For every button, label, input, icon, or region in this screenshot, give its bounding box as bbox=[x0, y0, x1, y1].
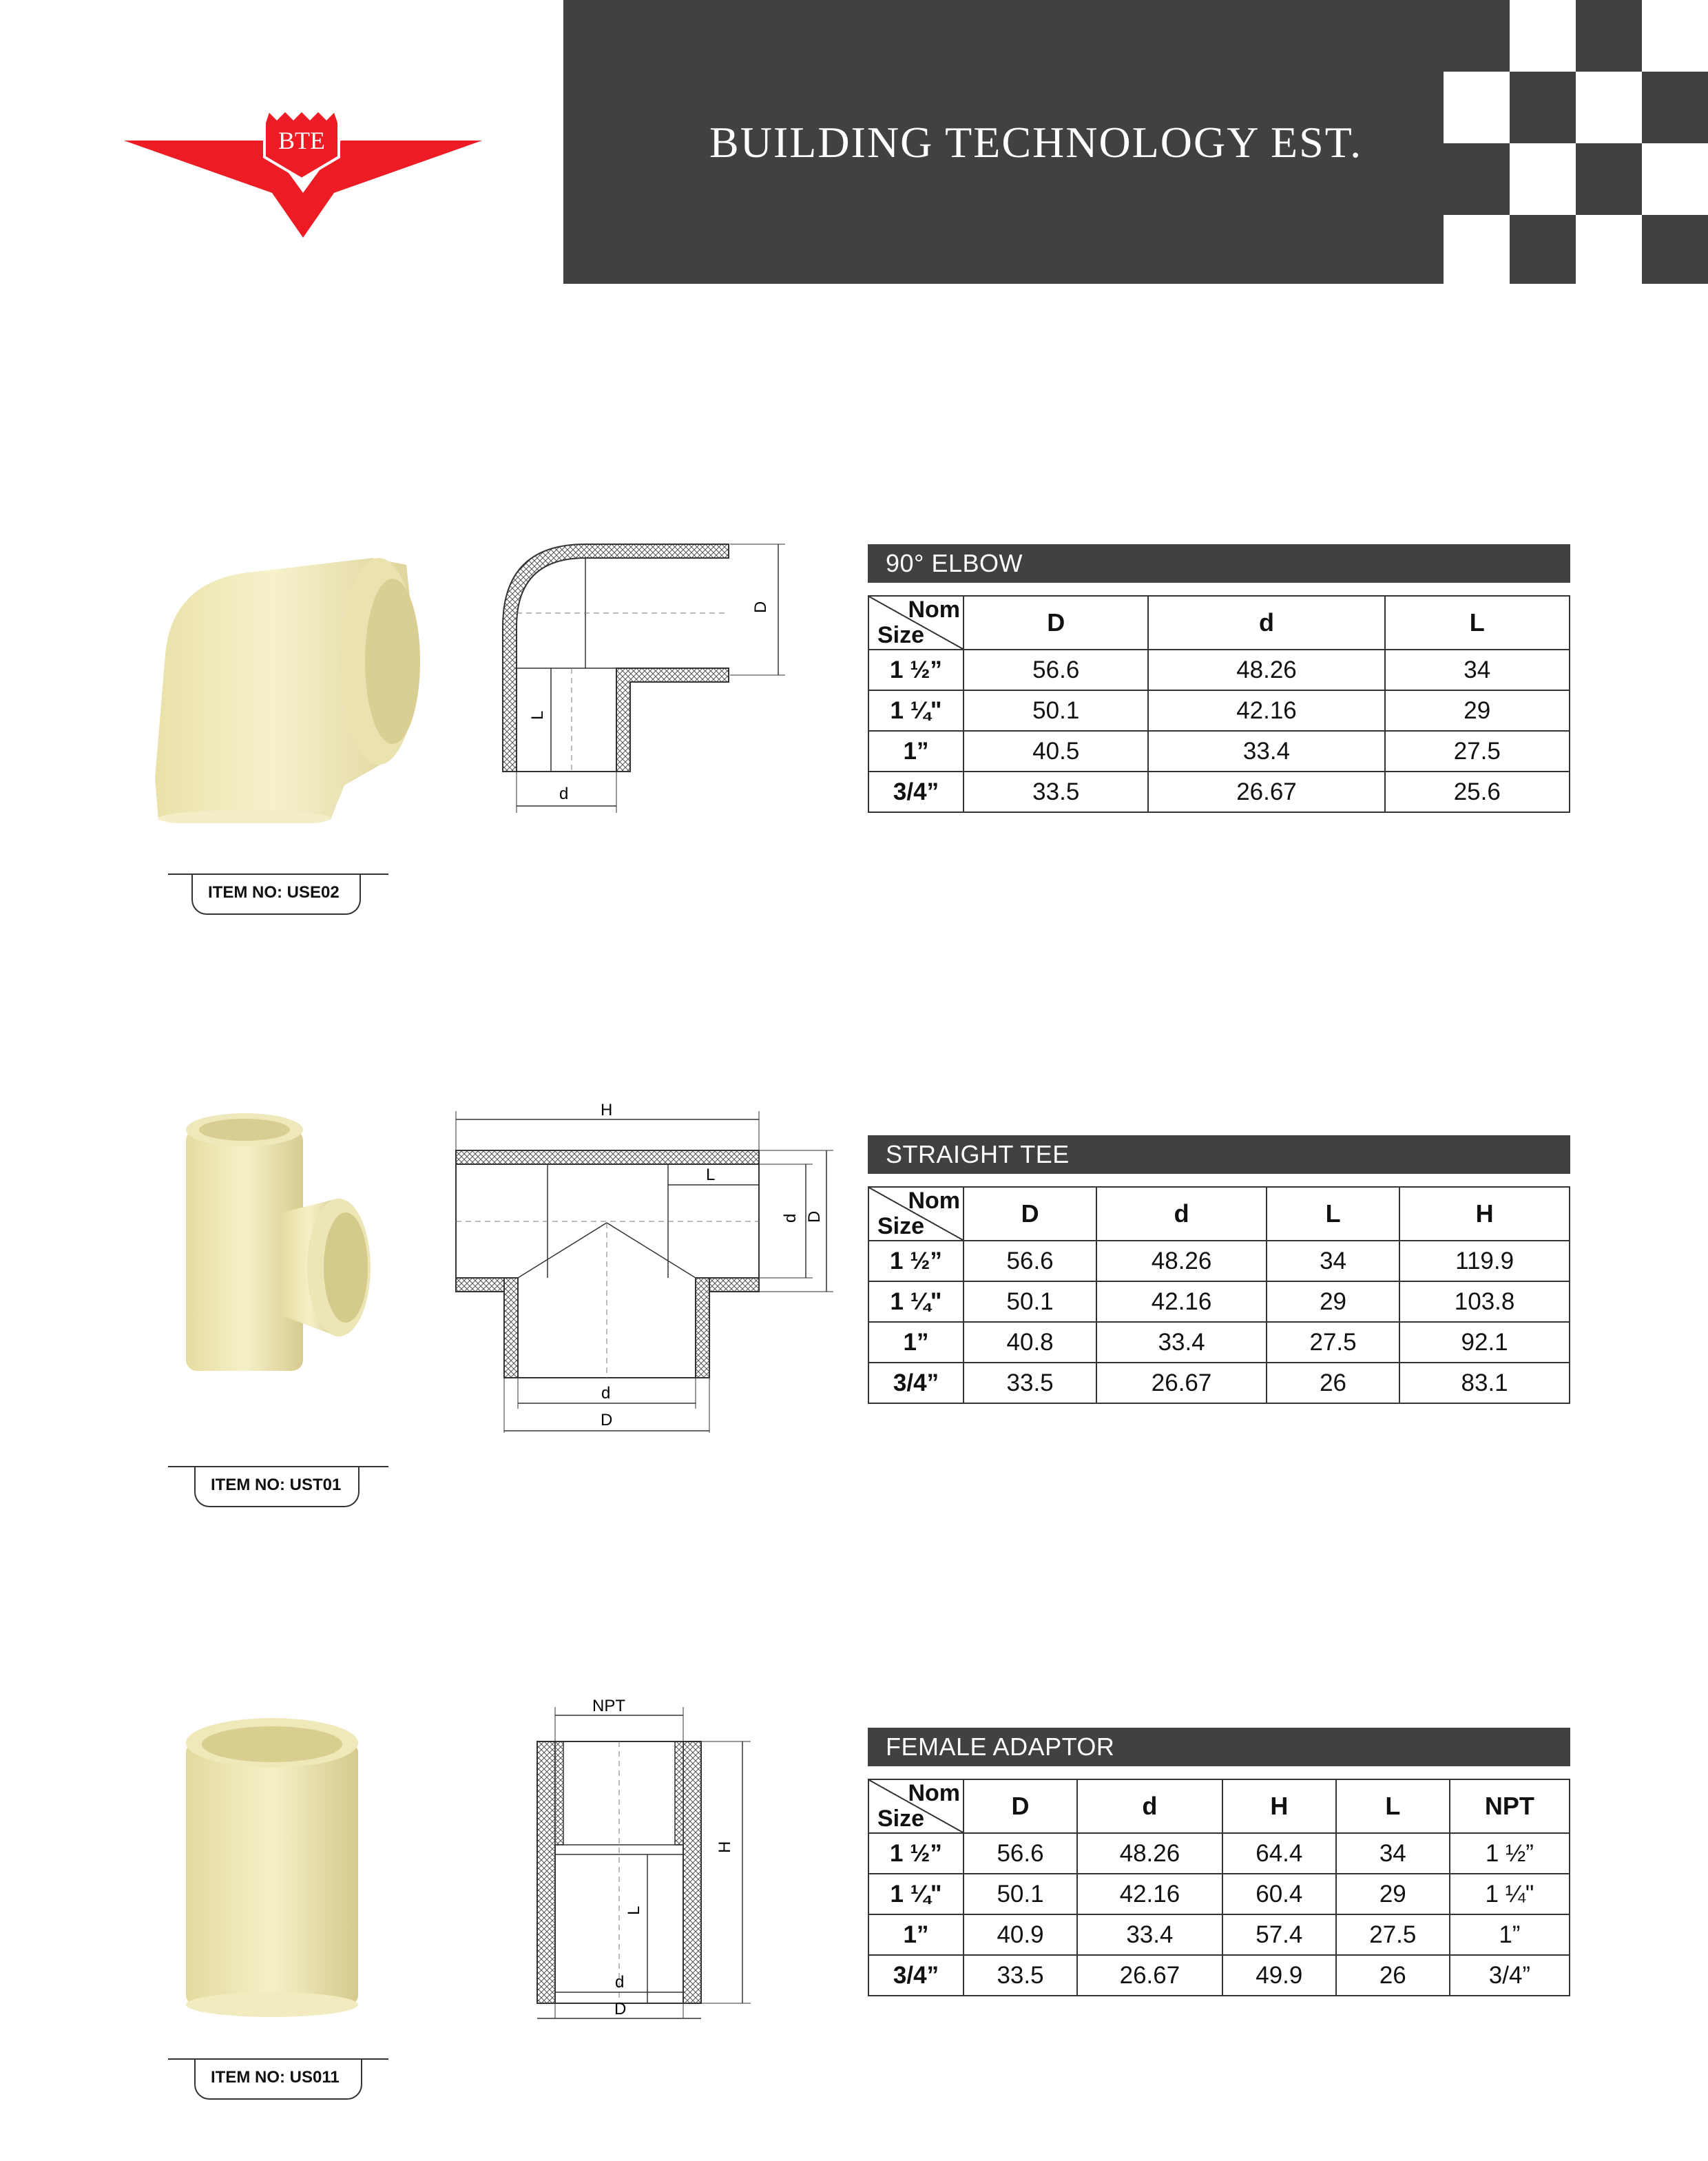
table-cell: 33.5 bbox=[964, 1955, 1077, 1996]
table-row bbox=[868, 1833, 1570, 1874]
table-row bbox=[868, 1955, 1570, 1996]
table-row bbox=[868, 731, 1570, 772]
female-adaptor-spec-table bbox=[868, 1779, 1570, 1996]
size-cell: 1 ¼" bbox=[868, 1874, 964, 1914]
tee-table-title: STRAIGHT TEE bbox=[868, 1135, 1570, 1174]
table-cell: 33.5 bbox=[964, 772, 1148, 812]
table-cell: 3/4” bbox=[1450, 1955, 1570, 1996]
table-cell: 50.1 bbox=[964, 690, 1148, 731]
female-adaptor-photo bbox=[179, 1715, 365, 2018]
table-cell: 34 bbox=[1267, 1241, 1399, 1281]
size-cell: 1” bbox=[868, 731, 964, 772]
table-cell: 49.9 bbox=[1222, 1955, 1336, 1996]
table-cell: 1” bbox=[1450, 1914, 1570, 1955]
table-cell: 26 bbox=[1267, 1363, 1399, 1403]
size-cell: 1 ¼" bbox=[868, 690, 964, 731]
table-header-row bbox=[868, 1187, 1570, 1241]
adaptor-dim-L: L bbox=[625, 1905, 643, 1915]
tee-dim-L: L bbox=[706, 1166, 716, 1184]
table-cell: 103.8 bbox=[1399, 1281, 1570, 1322]
table-cell: 29 bbox=[1336, 1874, 1450, 1914]
elbow-dim-D: D bbox=[751, 601, 770, 613]
table-cell: 25.6 bbox=[1385, 772, 1570, 812]
table-row bbox=[868, 1363, 1570, 1403]
table-cell: 42.16 bbox=[1096, 1281, 1267, 1322]
checkerboard-decoration bbox=[1444, 0, 1708, 284]
table-header-row bbox=[868, 596, 1570, 650]
column-header: H bbox=[1399, 1187, 1570, 1241]
adaptor-dim-NPT: NPT bbox=[592, 1697, 625, 1715]
company-name: BUILDING TECHNOLOGY EST. bbox=[709, 118, 1363, 167]
table-cell: 60.4 bbox=[1222, 1874, 1336, 1914]
table-header-row bbox=[868, 1779, 1570, 1833]
tee-dim-H: H bbox=[601, 1101, 613, 1119]
size-cell: 1 ½” bbox=[868, 1241, 964, 1281]
table-row bbox=[868, 1241, 1570, 1281]
column-header: D bbox=[964, 1187, 1096, 1241]
column-header: d bbox=[1148, 596, 1384, 650]
table-cell: 26.67 bbox=[1148, 772, 1384, 812]
size-cell: 1 ½” bbox=[868, 650, 964, 690]
tee-technical-drawing bbox=[448, 1099, 840, 1440]
column-header: D bbox=[964, 596, 1148, 650]
tee-dim-d-right: d bbox=[781, 1213, 800, 1223]
column-header: D bbox=[964, 1779, 1077, 1833]
table-row bbox=[868, 1281, 1570, 1322]
nom-size-corner: Nom Size bbox=[868, 1187, 964, 1241]
table-cell: 56.6 bbox=[964, 650, 1148, 690]
table-cell: 50.1 bbox=[964, 1281, 1096, 1322]
table-cell: 83.1 bbox=[1399, 1363, 1570, 1403]
tee-spec-table bbox=[868, 1186, 1570, 1404]
female-adaptor-table-title: FEMALE ADAPTOR bbox=[868, 1728, 1570, 1766]
column-header: d bbox=[1077, 1779, 1222, 1833]
elbow-dim-d: d bbox=[559, 785, 569, 803]
table-cell: 33.4 bbox=[1148, 731, 1384, 772]
table-cell: 48.26 bbox=[1077, 1833, 1222, 1874]
table-cell: 92.1 bbox=[1399, 1322, 1570, 1363]
table-cell: 34 bbox=[1385, 650, 1570, 690]
table-cell: 42.16 bbox=[1148, 690, 1384, 731]
table-cell: 27.5 bbox=[1267, 1322, 1399, 1363]
table-row bbox=[868, 650, 1570, 690]
column-header: NPT bbox=[1450, 1779, 1570, 1833]
table-cell: 40.9 bbox=[964, 1914, 1077, 1955]
table-cell: 34 bbox=[1336, 1833, 1450, 1874]
table-cell: 26 bbox=[1336, 1955, 1450, 1996]
logo-text: BTE bbox=[278, 127, 325, 154]
table-cell: 48.26 bbox=[1148, 650, 1384, 690]
nom-size-corner: Nom Size bbox=[868, 1779, 964, 1833]
table-row bbox=[868, 1322, 1570, 1363]
item-number-ust01: ITEM NO: UST01 bbox=[211, 1476, 342, 1494]
table-cell: 33.4 bbox=[1077, 1914, 1222, 1955]
column-header: H bbox=[1222, 1779, 1336, 1833]
table-cell: 40.8 bbox=[964, 1322, 1096, 1363]
elbow-dim-L: L bbox=[528, 710, 547, 720]
table-cell: 27.5 bbox=[1385, 731, 1570, 772]
table-cell: 29 bbox=[1267, 1281, 1399, 1322]
size-cell: 1 ¼" bbox=[868, 1281, 964, 1322]
column-header: d bbox=[1096, 1187, 1267, 1241]
table-cell: 1 ¼" bbox=[1450, 1874, 1570, 1914]
size-cell: 1” bbox=[868, 1914, 964, 1955]
size-cell: 1 ½” bbox=[868, 1833, 964, 1874]
female-adaptor-technical-drawing bbox=[530, 1695, 764, 2025]
column-header: L bbox=[1267, 1187, 1399, 1241]
tee-fitting-photo bbox=[179, 1109, 379, 1378]
table-cell: 1 ½” bbox=[1450, 1833, 1570, 1874]
elbow-table-title: 90° ELBOW bbox=[868, 544, 1570, 583]
table-cell: 119.9 bbox=[1399, 1241, 1570, 1281]
bte-logo bbox=[124, 110, 482, 241]
table-cell: 27.5 bbox=[1336, 1914, 1450, 1955]
table-row bbox=[868, 1874, 1570, 1914]
table-cell: 33.5 bbox=[964, 1363, 1096, 1403]
table-cell: 40.5 bbox=[964, 731, 1148, 772]
table-cell: 48.26 bbox=[1096, 1241, 1267, 1281]
table-row bbox=[868, 690, 1570, 731]
table-cell: 33.4 bbox=[1096, 1322, 1267, 1363]
item-number-use02: ITEM NO: USE02 bbox=[208, 883, 340, 902]
table-cell: 26.67 bbox=[1096, 1363, 1267, 1403]
adaptor-dim-H: H bbox=[716, 1841, 734, 1853]
size-cell: 3/4” bbox=[868, 772, 964, 812]
table-cell: 50.1 bbox=[964, 1874, 1077, 1914]
column-header: L bbox=[1385, 596, 1570, 650]
table-cell: 42.16 bbox=[1077, 1874, 1222, 1914]
nom-size-corner: Nom Size bbox=[868, 596, 964, 650]
table-cell: 57.4 bbox=[1222, 1914, 1336, 1955]
elbow-technical-drawing bbox=[482, 530, 799, 827]
table-row bbox=[868, 1914, 1570, 1955]
column-header: L bbox=[1336, 1779, 1450, 1833]
size-cell: 3/4” bbox=[868, 1955, 964, 1996]
elbow-spec-table bbox=[868, 595, 1570, 813]
adaptor-dim-D: D bbox=[614, 2000, 627, 2018]
table-cell: 64.4 bbox=[1222, 1833, 1336, 1874]
table-cell: 26.67 bbox=[1077, 1955, 1222, 1996]
table-cell: 56.6 bbox=[964, 1241, 1096, 1281]
size-cell: 3/4” bbox=[868, 1363, 964, 1403]
tee-dim-D-bottom: D bbox=[601, 1411, 613, 1429]
elbow-fitting-photo bbox=[145, 551, 427, 823]
table-cell: 29 bbox=[1385, 690, 1570, 731]
tee-dim-D-right: D bbox=[805, 1210, 824, 1223]
table-row bbox=[868, 772, 1570, 812]
table-cell: 56.6 bbox=[964, 1833, 1077, 1874]
size-cell: 1” bbox=[868, 1322, 964, 1363]
tee-dim-d-bottom: d bbox=[601, 1384, 611, 1403]
adaptor-dim-d: d bbox=[615, 1973, 625, 1992]
item-number-us011: ITEM NO: US011 bbox=[211, 2068, 340, 2087]
